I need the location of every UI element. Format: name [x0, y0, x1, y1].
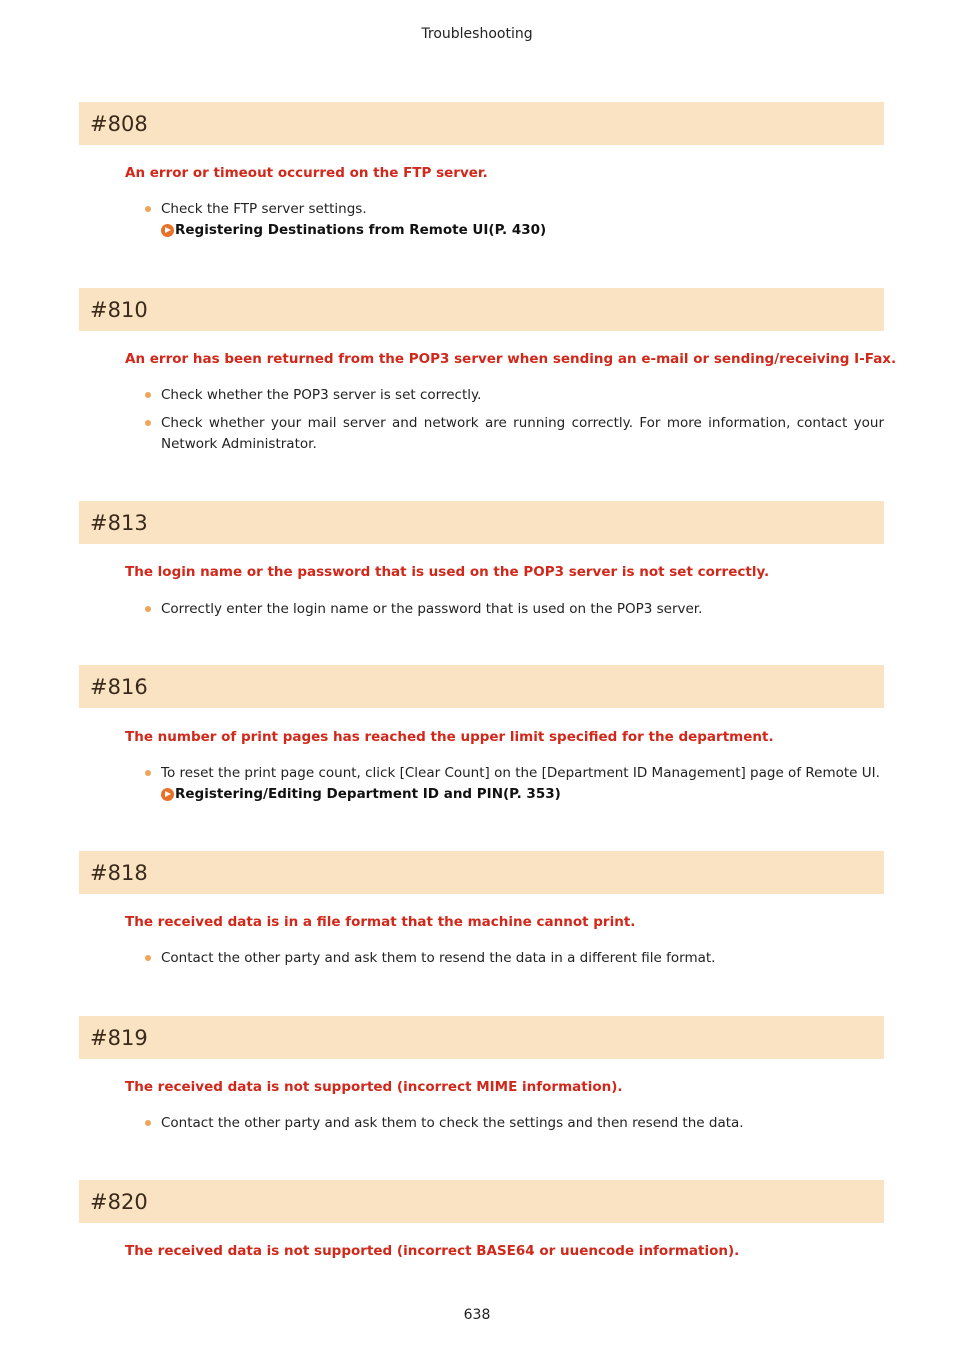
error-section-818 — [79, 851, 884, 969]
bullet-icon — [145, 770, 151, 776]
bullet-icon — [145, 606, 151, 612]
error-section-819 — [79, 1016, 884, 1134]
reference-link-label: Registering/Editing Department ID and PIN(P. 353) — [175, 786, 561, 802]
solution-list — [145, 763, 884, 805]
error-section-808 — [79, 102, 884, 241]
reference-link-label: Registering Destinations from Remote UI(P. 430) — [175, 222, 547, 238]
solution-list — [145, 599, 884, 620]
solution-text: Contact the other party and ask them to check the settings and then resend the data. — [161, 1115, 744, 1131]
error-code-bar — [79, 1016, 884, 1059]
list-item — [145, 199, 884, 241]
page-header: Troubleshooting — [421, 26, 533, 42]
list-item — [145, 1113, 884, 1134]
solution-list — [145, 948, 884, 969]
error-code: #813 — [90, 510, 148, 535]
error-section-813 — [79, 501, 884, 620]
error-section-816 — [79, 665, 884, 805]
bullet-icon — [145, 392, 151, 398]
error-cause: An error has been returned from the POP3 server when sending an e-mail or sending/receiving I-Fax. — [125, 351, 897, 367]
error-section-820 — [79, 1180, 884, 1259]
list-item — [145, 599, 884, 620]
error-code: #820 — [90, 1189, 148, 1214]
error-code-bar — [79, 1180, 884, 1223]
solution-text: Check the FTP server settings. — [161, 201, 367, 217]
solution-text: Check whether the POP3 server is set correctly. — [161, 387, 482, 403]
reference-link[interactable] — [161, 784, 884, 805]
solution-list — [145, 385, 884, 455]
error-cause: The number of print pages has reached the upper limit specified for the department. — [125, 729, 774, 745]
error-code: #808 — [90, 111, 148, 136]
reference-link[interactable] — [161, 220, 884, 241]
error-cause: The received data is not supported (incorrect BASE64 or uuencode information). — [125, 1243, 740, 1259]
solution-text: Correctly enter the login name or the password that is used on the POP3 server. — [161, 601, 703, 617]
bullet-icon — [145, 206, 151, 212]
error-code: #819 — [90, 1025, 148, 1050]
error-cause: The received data is not supported (incorrect MIME information). — [125, 1079, 623, 1095]
error-cause: The received data is in a file format that the machine cannot print. — [125, 914, 636, 930]
error-code-bar — [79, 851, 884, 894]
error-cause: The login name or the password that is used on the POP3 server is not set correctly. — [125, 564, 770, 580]
bullet-icon — [145, 420, 151, 426]
error-code: #810 — [90, 297, 148, 322]
solution-text: Check whether your mail server and network are running correctly. For more information, contact your Network Administrator. — [161, 415, 884, 452]
error-cause: An error or timeout occurred on the FTP server. — [125, 165, 488, 181]
page-number: 638 — [463, 1307, 491, 1323]
solution-list — [145, 199, 884, 241]
error-code-bar — [79, 102, 884, 145]
error-code: #816 — [90, 674, 148, 699]
solution-text: To reset the print page count, click [Clear Count] on the [Department ID Management] page of Remote UI. — [161, 765, 880, 781]
bullet-icon — [145, 1120, 151, 1126]
error-code: #818 — [90, 860, 148, 885]
solution-text: Contact the other party and ask them to resend the data in a different file format. — [161, 950, 716, 966]
error-section-810 — [79, 288, 897, 455]
list-item — [145, 948, 884, 969]
error-code-bar — [79, 501, 884, 544]
error-code-bar — [79, 665, 884, 708]
arrow-right-icon — [161, 788, 174, 801]
list-item — [145, 763, 884, 805]
solution-list — [145, 1113, 884, 1134]
list-item — [145, 385, 884, 406]
bullet-icon — [145, 955, 151, 961]
list-item — [145, 413, 884, 455]
arrow-right-icon — [161, 224, 174, 237]
error-code-bar — [79, 288, 884, 331]
